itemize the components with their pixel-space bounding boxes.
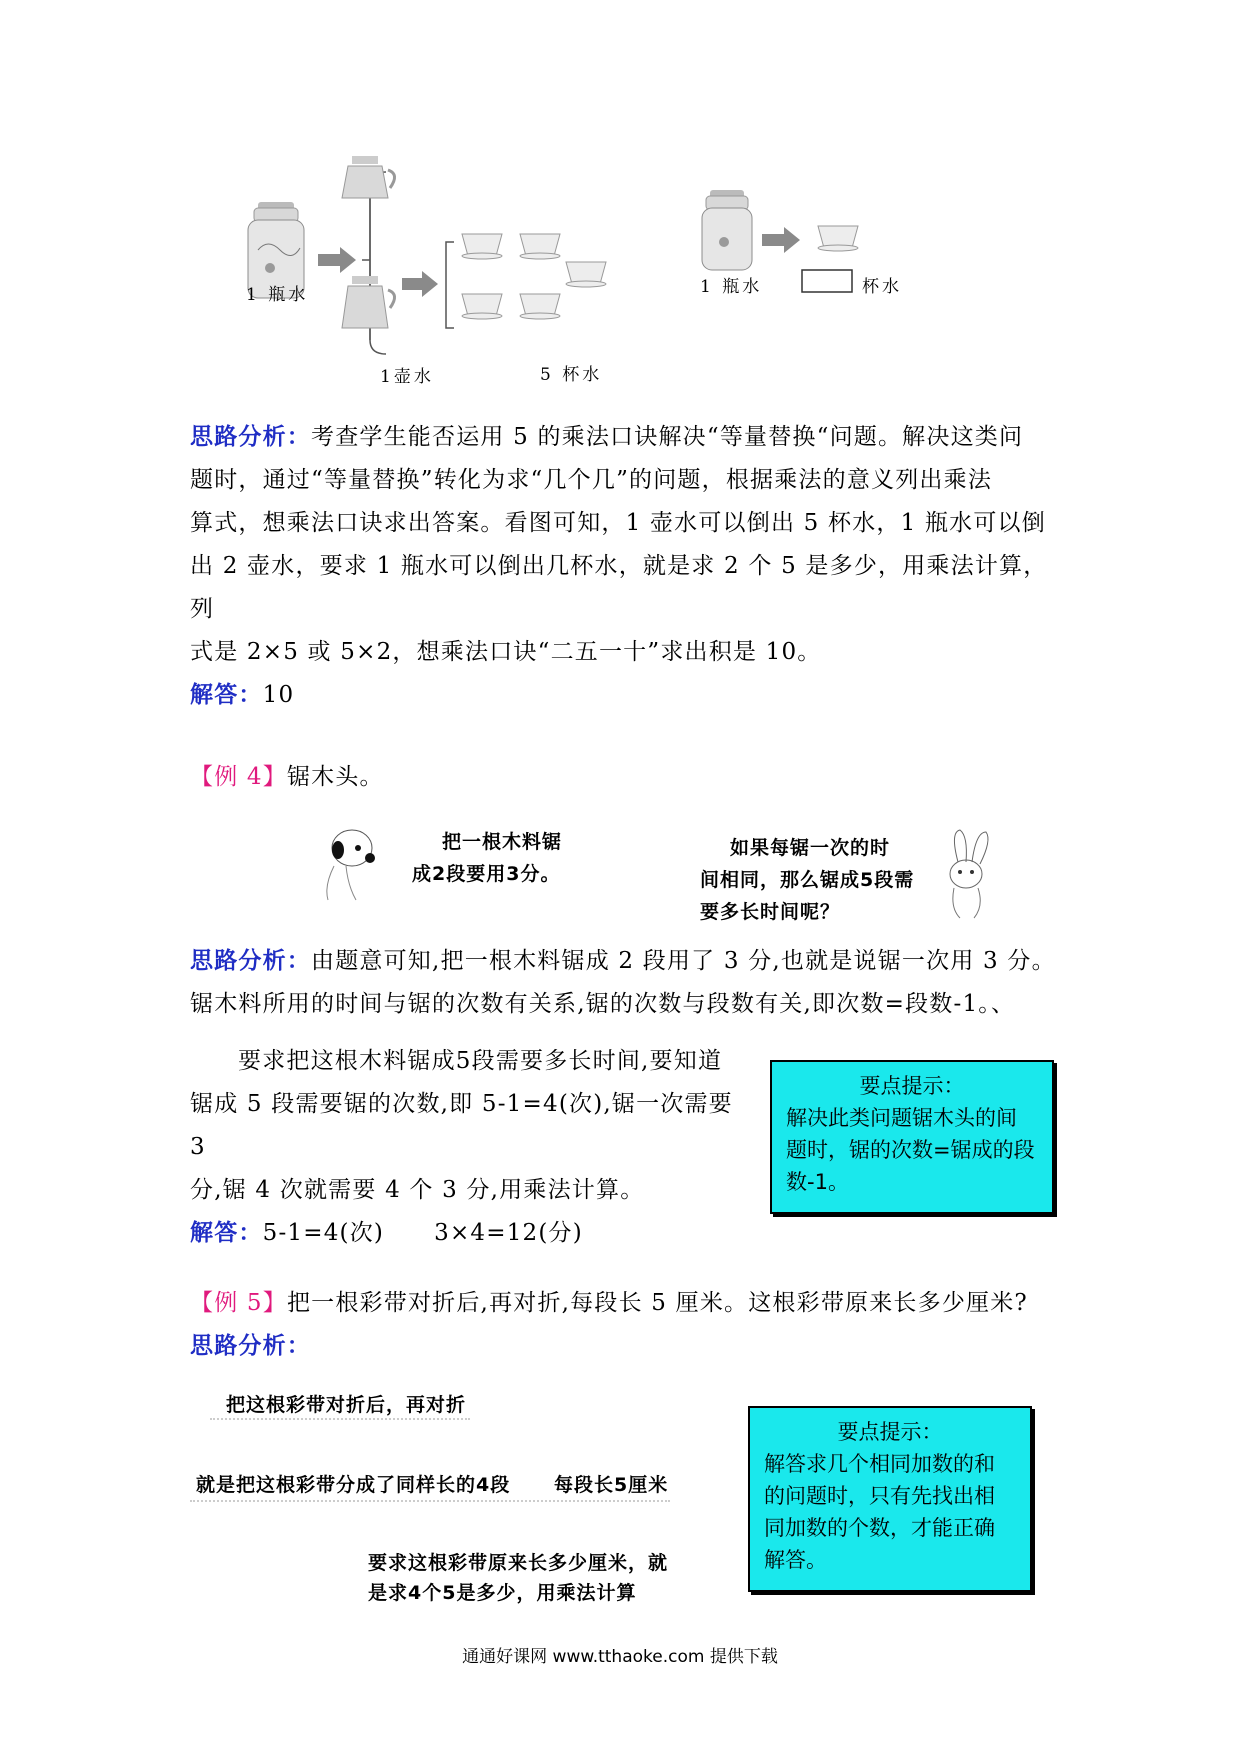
tip-line: 的问题时，只有先找出相: [764, 1484, 995, 1508]
example4-analysis: [190, 940, 1070, 1026]
answer-label: 解答：: [190, 682, 263, 708]
rabbit-cartoon-icon: [936, 826, 996, 922]
tip-box-sawing: [770, 1060, 1054, 1214]
page-footer: 通通好课网 www.tthaoke.com 提供下载: [462, 1647, 778, 1667]
bubble-right-line: 如果每锯一次的时: [730, 837, 891, 859]
ribbon-note-1: 把这根彩带对折后，再对折: [226, 1394, 467, 1416]
ribbon-note-4-line: 是求4个5是多少，用乘法计算: [368, 1582, 637, 1604]
analysis-label: 思路分析：: [190, 1333, 311, 1359]
example4-body: [190, 1040, 750, 1255]
water-pot-icon-2: [342, 276, 395, 328]
bottle-caption: 1 瓶水: [246, 285, 309, 305]
example3-analysis: [190, 416, 1070, 717]
tip-line: 题时，锯的次数=锯成的段: [786, 1138, 1035, 1162]
bubble-left-line: 把一根木料锯: [442, 831, 563, 853]
dog-cartoon-icon: [312, 818, 392, 904]
example-title: 锯木头。: [286, 764, 384, 790]
ribbon-note-4-line: 要求这根彩带原来长多少厘米，就: [368, 1552, 669, 1574]
ribbon-note-2: 就是把这根彩带分成了同样长的4段: [196, 1474, 511, 1496]
example-tag: 【例 4】: [190, 764, 287, 790]
answer-value: 10: [262, 682, 295, 708]
bubble-left-line: 成2段要用3分。: [412, 863, 561, 885]
example4-heading: [190, 756, 384, 799]
tip-title: 要点提示：: [859, 1074, 965, 1098]
analysis-label: 思路分析：: [190, 424, 311, 450]
example-question: 把一根彩带对折后,再对折,每段长 5 厘米。这根彩带原来长多少厘米?: [286, 1290, 1028, 1316]
analysis-line: 出 2 壶水，要求 1 瓶水可以倒出几杯水，就是求 2 个 5 是多少，用乘法计算，列: [190, 553, 1048, 622]
analysis-line: 由题意可知,把一根木料锯成 2 段用了 3 分,也就是说锯一次用 3 分。: [311, 948, 1056, 974]
analysis-line: 锯木料所用的时间与锯的次数有关系,锯的次数与段数有关,即次数=段数-1。、: [190, 991, 1016, 1017]
tip-line: 同加数的个数，才能正确: [764, 1516, 995, 1540]
analysis-label: 思路分析：: [190, 948, 311, 974]
answer-part2: 3×4=12(分): [434, 1220, 583, 1246]
answer-box-caption: 杯水: [862, 277, 902, 297]
body-line: 锯成 5 段需要锯的次数,即 5-1=4(次),锯一次需要 3: [190, 1091, 733, 1160]
tip-line: 解答。: [764, 1548, 827, 1572]
ribbon-dotted-line: [210, 1418, 470, 1420]
pot-caption: 1壶水: [380, 367, 434, 387]
thermos-figure: [240, 150, 1000, 400]
example5-heading: [190, 1282, 1070, 1368]
analysis-line: 算式，想乘法口诀求出答案。看图可知，1 壶水可以倒出 5 杯水，1 瓶水可以倒: [190, 510, 1046, 536]
blank-answer-box: [802, 270, 852, 292]
analysis-line: 考查学生能否运用 5 的乘法口诀解决“等量替换“问题。解决这类问: [311, 424, 1024, 450]
tip-line: 数-1。: [786, 1170, 849, 1194]
bottle-caption-2: 1 瓶水: [700, 277, 763, 297]
tip-line: 解答求几个相同加数的和: [764, 1452, 995, 1476]
teacup-icons: [462, 234, 606, 319]
thermos-bottle-icon-2: [702, 190, 752, 270]
tip-box-ribbon: [748, 1406, 1032, 1592]
analysis-line: 式是 2×5 或 5×2，想乘法口诀“二五一十”求出积是 10。: [190, 639, 822, 665]
ribbon-note-3: 每段长5厘米: [554, 1474, 669, 1496]
body-line: 分,锯 4 次就需要 4 个 3 分,用乘法计算。: [190, 1177, 645, 1203]
cups-caption: 5 杯水: [540, 365, 603, 385]
bubble-right: [700, 832, 914, 928]
body-line: 要求把这根木料锯成5段需要多长时间,要知道: [238, 1048, 723, 1074]
ribbon-dotted-line-2: [190, 1500, 670, 1502]
bubble-left: [412, 826, 562, 890]
tip-line: 解决此类问题锯木头的间: [786, 1106, 1017, 1130]
example-tag: 【例 5】: [190, 1290, 287, 1316]
answer-part1: 5-1=4(次): [262, 1220, 385, 1246]
water-pot-icon: [342, 156, 395, 198]
tip-title: 要点提示：: [837, 1420, 943, 1444]
teacup-icon-single: [818, 226, 858, 251]
answer-label: 解答：: [190, 1220, 263, 1246]
bubble-right-line: 间相同，那么锯成5段需: [700, 869, 915, 891]
analysis-line: 题时，通过“等量替换”转化为求“几个几”的问题，根据乘法的意义列出乘法: [190, 467, 993, 493]
ribbon-note-4: [368, 1548, 668, 1608]
bubble-right-line: 要多长时间呢？: [700, 901, 841, 923]
